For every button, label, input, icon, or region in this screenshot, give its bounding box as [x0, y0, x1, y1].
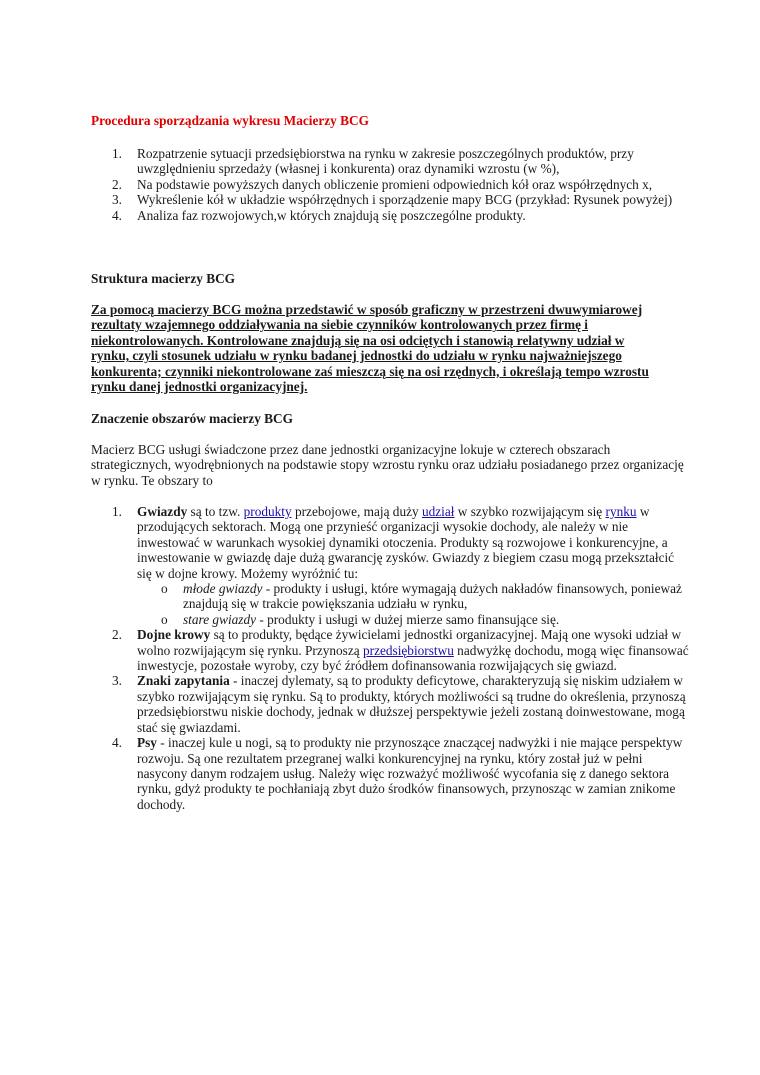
list-item	[91, 192, 691, 207]
meaning-intro-paragraph: Macierz BCG usługi świadczone przez dane jednostki organizacyjne lokuje w czterech obszarach strategicznych, wyodrębnionych na podstawie stopy wzrostu rynku oraz udziału posiadanego przez organizację w rynku. Te obszary to	[91, 442, 684, 488]
list-item	[91, 146, 691, 177]
text-run: w szybko rozwijającym się	[454, 504, 606, 519]
term-cows: Dojne krowy	[137, 627, 211, 643]
list-item-cows	[91, 627, 691, 673]
list-number: 1.	[112, 504, 122, 519]
list-number: 1.	[112, 146, 122, 161]
text-run: - inaczej dylematy, są to produkty deficytowe, charakteryzują się niskim udziałem w szybko rozwijającym się rynku. Są to produkty, których możliwości są trudne do określenia, przynoszą przedsiębiorstwu niskie dochody, jednak w dłuższej perspektywie jeżeli zostaną doinwestowane, mogą stać się gwiazdami.	[137, 673, 686, 735]
text-run: są to produkty, będące żywicielami jednostki organizacyjnej. Mają one wysoki udział w wolno rozwijającym się rynku. Przynoszą	[137, 627, 682, 658]
list-item	[91, 177, 691, 192]
page-title: Procedura sporządzania wykresu Macierzy BCG	[91, 113, 369, 128]
bullet-marker: o	[161, 611, 168, 627]
term-old-stars: stare gwiazdy	[183, 611, 257, 627]
term-dogs: Psy	[137, 735, 157, 751]
link-udzial[interactable]: udział	[421, 504, 455, 519]
bcg-areas-list	[91, 504, 691, 812]
list-item-text: Na podstawie powyższych danych obliczenie promieni odpowiednich kół oraz współrzędnych x,	[137, 176, 653, 192]
meaning-heading: Znaczenie obszarów macierzy BCG	[91, 411, 293, 426]
stars-sublist	[137, 581, 691, 627]
sublist-item	[137, 612, 691, 627]
list-number: 4.	[112, 207, 122, 223]
text-run: w przodujących sektorach. Mogą one przynieść organizacji wysokie dochody, ale należy w nie inwestować w warunkach wysokiej dynamiki otoczenia. Produkty są rozwojowe i konkurencyjne, a inwestowanie w gwiazdę daje dużą gwarancję zysków. Gwiazdy z biegiem czasu mogą przekształcić się w dojne krowy. Możemy wyróżnić tu:	[137, 504, 675, 581]
term-young-stars: młode gwiazdy	[183, 581, 263, 597]
sublist-item	[137, 581, 691, 612]
list-item-question-marks	[91, 673, 691, 735]
text-run: - produkty i usługi w dużej mierze samo finansujące się.	[256, 611, 560, 627]
list-item-stars	[91, 504, 691, 627]
term-question-marks: Znaki zapytania	[137, 673, 230, 689]
list-number: 3.	[112, 673, 122, 689]
text-run: - produkty i usługi, które wymagają dużych nakładów finansowych, ponieważ znajdują się w trakcie powiększania udziału w rynku,	[183, 581, 682, 612]
link-rynku[interactable]: rynku	[605, 504, 637, 519]
text-run: - inaczej kule u nogi, są to produkty nie przynoszące znaczącej nadwyżki i nie mające perspektyw rozwoju. Są one rezultatem przegranej walki konkurencyjnej na rynku, który został już w pełni nasycony danym rodzajem usług. Należy więc rozważyć możliwość wycofania się z danego sektora rynku, gdyż produkty te pochłaniają zbyt dużo środków finansowych, przynosząc w zamian znikome dochody.	[137, 735, 683, 812]
list-item-text: Analiza faz rozwojowych,w których znajdują się poszczególne produkty.	[137, 207, 526, 223]
link-produkty[interactable]: produkty	[243, 504, 292, 519]
procedure-steps-list	[91, 146, 691, 223]
text-run: nadwyżkę dochodu, mogą więc finansować inwestycje, pozostałe wyroby, czy być źródłem dofinansowania rozwijających się gwiazd.	[137, 642, 689, 674]
text-run: przebojowe, mają duży	[291, 504, 422, 519]
list-number: 4.	[112, 735, 122, 751]
list-item-dogs	[91, 735, 691, 812]
list-item	[91, 208, 691, 223]
structure-heading: Struktura macierzy BCG	[91, 271, 236, 286]
text-run: są to tzw.	[187, 504, 244, 519]
link-przedsiebiorstwu[interactable]: przedsiębiorstwu	[363, 642, 454, 658]
term-stars: Gwiazdy	[137, 504, 188, 519]
list-number: 3.	[112, 192, 122, 208]
list-number: 2.	[112, 176, 122, 192]
structure-paragraph: Za pomocą macierzy BCG można przedstawić w sposób graficzny w przestrzeni dwuwymiarowej rezultaty wzajemnego oddziaływania na siebie czynników kontrolowanych przez firmę i niekontrolowanych. Kontrolowane znajdują się na osi odciętych i stanowią relatywny udział w rynku, czyli stosunek udziału w rynku badanej jednostki do udziału w rynku najważniejszego konkurenta; czynniki niekontrolowane zaś mieszczą się na osi rzędnych, i określają tempo wzrostu rynku danej jednostki organizacyjnej.	[91, 302, 649, 395]
bullet-marker: o	[161, 581, 168, 597]
list-number: 2.	[112, 627, 122, 643]
list-item-text: Wykreślenie kół w układzie współrzędnych i sporządzenie mapy BCG (przykład: Rysunek powyżej)	[137, 192, 673, 208]
list-item-text: Rozpatrzenie sytuacji przedsiębiorstwa na rynku w zakresie poszczególnych produktów, przy uwzględnieniu sprzedaży (własnej i konkurenta) oraz dynamiki wzrostu (w %),	[137, 146, 634, 177]
